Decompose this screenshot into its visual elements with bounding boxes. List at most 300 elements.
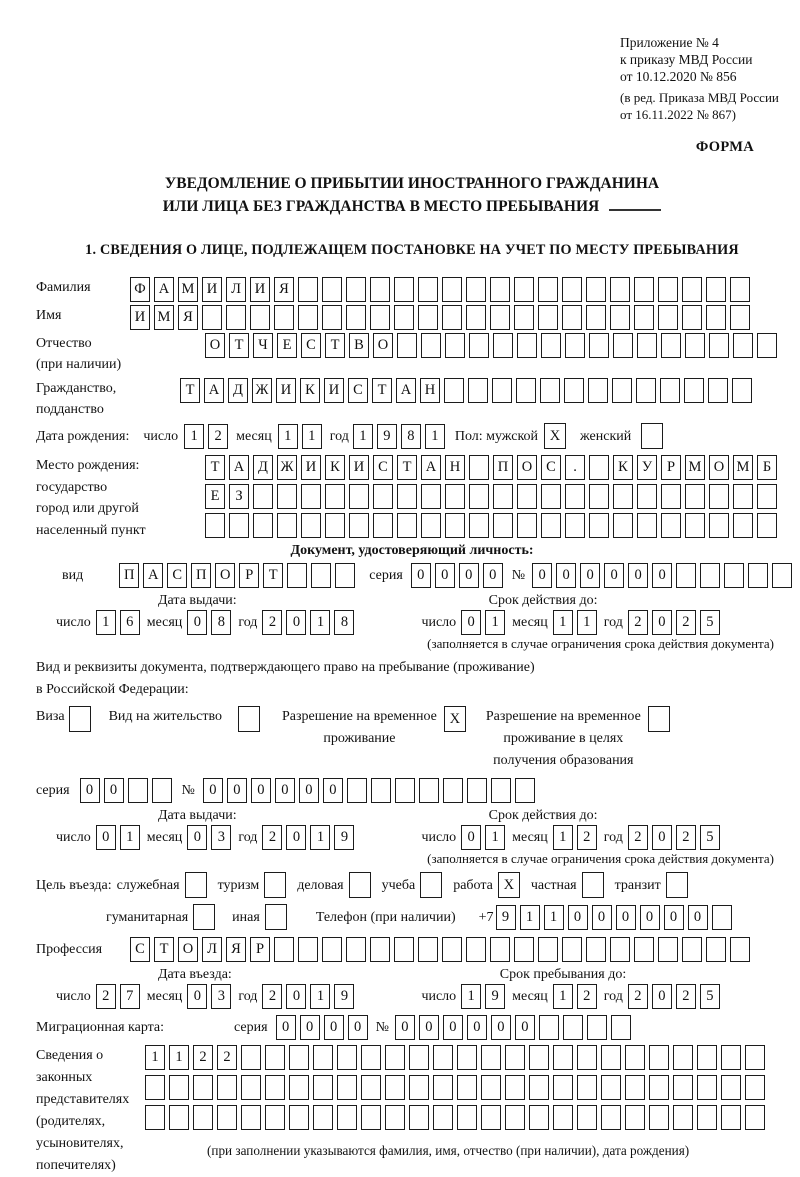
char-box[interactable]: 1: [278, 424, 298, 449]
char-box[interactable]: [733, 484, 753, 509]
char-box[interactable]: [419, 778, 439, 803]
char-box[interactable]: С: [541, 455, 561, 480]
char-box[interactable]: [577, 1075, 597, 1100]
char-box[interactable]: 0: [251, 778, 271, 803]
char-box[interactable]: [577, 1105, 597, 1130]
char-box[interactable]: [250, 305, 270, 330]
char-box[interactable]: [169, 1105, 189, 1130]
char-box[interactable]: Р: [250, 937, 270, 962]
char-box[interactable]: [684, 378, 704, 403]
char-box[interactable]: [612, 378, 632, 403]
char-box[interactable]: [565, 333, 585, 358]
char-box[interactable]: [516, 378, 536, 403]
char-box[interactable]: [685, 333, 705, 358]
char-box[interactable]: [394, 277, 414, 302]
char-box[interactable]: [493, 484, 513, 509]
char-box[interactable]: [709, 333, 729, 358]
char-box[interactable]: [418, 937, 438, 962]
char-box[interactable]: [265, 1105, 285, 1130]
char-box[interactable]: [481, 1105, 501, 1130]
char-box[interactable]: [490, 937, 510, 962]
char-box[interactable]: 0: [187, 610, 207, 635]
char-box[interactable]: О: [178, 937, 198, 962]
char-box[interactable]: [562, 277, 582, 302]
char-box[interactable]: [202, 305, 222, 330]
char-box[interactable]: [349, 872, 371, 898]
char-box[interactable]: 0: [628, 563, 648, 588]
char-box[interactable]: 2: [676, 825, 696, 850]
char-box[interactable]: [724, 563, 744, 588]
char-box[interactable]: [289, 1045, 309, 1070]
char-box[interactable]: 0: [227, 778, 247, 803]
char-box[interactable]: И: [324, 378, 344, 403]
char-box[interactable]: [601, 1045, 621, 1070]
char-box[interactable]: 1: [553, 825, 573, 850]
char-box[interactable]: [298, 305, 318, 330]
char-box[interactable]: [491, 778, 511, 803]
char-box[interactable]: [373, 484, 393, 509]
char-box[interactable]: С: [348, 378, 368, 403]
char-box[interactable]: .: [565, 455, 585, 480]
char-box[interactable]: [562, 937, 582, 962]
char-box[interactable]: X: [498, 872, 520, 898]
char-box[interactable]: Ч: [253, 333, 273, 358]
char-box[interactable]: [636, 378, 656, 403]
char-box[interactable]: 1: [544, 905, 564, 930]
char-box[interactable]: М: [685, 455, 705, 480]
char-box[interactable]: X: [444, 706, 466, 732]
char-box[interactable]: 1: [353, 424, 373, 449]
char-box[interactable]: [730, 937, 750, 962]
char-box[interactable]: [514, 305, 534, 330]
char-box[interactable]: [706, 937, 726, 962]
char-box[interactable]: [337, 1045, 357, 1070]
char-box[interactable]: [514, 277, 534, 302]
char-box[interactable]: 0: [299, 778, 319, 803]
char-box[interactable]: [492, 378, 512, 403]
char-box[interactable]: [564, 378, 584, 403]
char-box[interactable]: Ф: [130, 277, 150, 302]
char-box[interactable]: [613, 333, 633, 358]
char-box[interactable]: [298, 937, 318, 962]
char-box[interactable]: 1: [310, 610, 330, 635]
char-box[interactable]: [265, 1045, 285, 1070]
char-box[interactable]: [185, 872, 207, 898]
char-box[interactable]: 1: [461, 984, 481, 1009]
char-box[interactable]: 0: [461, 825, 481, 850]
char-box[interactable]: [745, 1045, 765, 1070]
char-box[interactable]: [322, 277, 342, 302]
char-box[interactable]: Н: [420, 378, 440, 403]
char-box[interactable]: [634, 305, 654, 330]
char-box[interactable]: [469, 333, 489, 358]
char-box[interactable]: 0: [652, 984, 672, 1009]
char-box[interactable]: [658, 277, 678, 302]
char-box[interactable]: [697, 1045, 717, 1070]
char-box[interactable]: [421, 484, 441, 509]
char-box[interactable]: А: [143, 563, 163, 588]
char-box[interactable]: 0: [411, 563, 431, 588]
char-box[interactable]: 3: [211, 984, 231, 1009]
char-box[interactable]: 5: [700, 610, 720, 635]
char-box[interactable]: [529, 1075, 549, 1100]
char-box[interactable]: [685, 484, 705, 509]
char-box[interactable]: 6: [120, 610, 140, 635]
char-box[interactable]: [539, 1015, 559, 1040]
char-box[interactable]: С: [373, 455, 393, 480]
char-box[interactable]: [445, 484, 465, 509]
char-box[interactable]: Т: [229, 333, 249, 358]
char-box[interactable]: О: [373, 333, 393, 358]
char-box[interactable]: [395, 778, 415, 803]
char-box[interactable]: [649, 1105, 669, 1130]
char-box[interactable]: [565, 513, 585, 538]
char-box[interactable]: [745, 1075, 765, 1100]
char-box[interactable]: [325, 484, 345, 509]
char-box[interactable]: 0: [616, 905, 636, 930]
char-box[interactable]: 0: [104, 778, 124, 803]
char-box[interactable]: [641, 423, 663, 449]
char-box[interactable]: В: [349, 333, 369, 358]
char-box[interactable]: 0: [652, 563, 672, 588]
char-box[interactable]: [505, 1105, 525, 1130]
char-box[interactable]: [335, 563, 355, 588]
char-box[interactable]: И: [250, 277, 270, 302]
char-box[interactable]: [721, 1045, 741, 1070]
char-box[interactable]: [337, 1105, 357, 1130]
char-box[interactable]: [586, 937, 606, 962]
char-box[interactable]: 0: [286, 984, 306, 1009]
char-box[interactable]: 0: [323, 778, 343, 803]
char-box[interactable]: [347, 778, 367, 803]
char-box[interactable]: [226, 305, 246, 330]
char-box[interactable]: 8: [334, 610, 354, 635]
char-box[interactable]: [385, 1105, 405, 1130]
char-box[interactable]: 0: [203, 778, 223, 803]
char-box[interactable]: [757, 484, 777, 509]
char-box[interactable]: [443, 778, 463, 803]
char-box[interactable]: [469, 513, 489, 538]
char-box[interactable]: 1: [169, 1045, 189, 1070]
char-box[interactable]: [682, 277, 702, 302]
char-box[interactable]: Т: [263, 563, 283, 588]
char-box[interactable]: [610, 305, 630, 330]
char-box[interactable]: [253, 484, 273, 509]
char-box[interactable]: 1: [485, 610, 505, 635]
char-box[interactable]: С: [167, 563, 187, 588]
char-box[interactable]: [298, 277, 318, 302]
char-box[interactable]: [265, 904, 287, 930]
char-box[interactable]: [730, 277, 750, 302]
char-box[interactable]: [346, 305, 366, 330]
char-box[interactable]: [469, 455, 489, 480]
char-box[interactable]: А: [204, 378, 224, 403]
char-box[interactable]: М: [733, 455, 753, 480]
char-box[interactable]: [433, 1075, 453, 1100]
char-box[interactable]: Н: [445, 455, 465, 480]
char-box[interactable]: [457, 1075, 477, 1100]
char-box[interactable]: [706, 277, 726, 302]
char-box[interactable]: Р: [239, 563, 259, 588]
char-box[interactable]: 2: [676, 984, 696, 1009]
char-box[interactable]: 2: [577, 825, 597, 850]
char-box[interactable]: 1: [145, 1045, 165, 1070]
char-box[interactable]: [565, 484, 585, 509]
char-box[interactable]: 1: [184, 424, 204, 449]
char-box[interactable]: 2: [628, 825, 648, 850]
char-box[interactable]: И: [301, 455, 321, 480]
char-box[interactable]: 0: [461, 610, 481, 635]
char-box[interactable]: 1: [577, 610, 597, 635]
char-box[interactable]: [346, 277, 366, 302]
char-box[interactable]: И: [202, 277, 222, 302]
char-box[interactable]: 2: [262, 825, 282, 850]
char-box[interactable]: [467, 778, 487, 803]
char-box[interactable]: [370, 937, 390, 962]
char-box[interactable]: 0: [568, 905, 588, 930]
char-box[interactable]: [457, 1105, 477, 1130]
char-box[interactable]: Д: [228, 378, 248, 403]
char-box[interactable]: [661, 484, 681, 509]
char-box[interactable]: Т: [397, 455, 417, 480]
char-box[interactable]: [241, 1105, 261, 1130]
char-box[interactable]: [586, 277, 606, 302]
char-box[interactable]: 0: [515, 1015, 535, 1040]
char-box[interactable]: 7: [120, 984, 140, 1009]
char-box[interactable]: 0: [96, 825, 116, 850]
char-box[interactable]: 0: [443, 1015, 463, 1040]
char-box[interactable]: О: [709, 455, 729, 480]
char-box[interactable]: 1: [310, 984, 330, 1009]
char-box[interactable]: [682, 937, 702, 962]
char-box[interactable]: [685, 513, 705, 538]
char-box[interactable]: [708, 378, 728, 403]
char-box[interactable]: 8: [401, 424, 421, 449]
char-box[interactable]: [346, 937, 366, 962]
char-box[interactable]: [658, 305, 678, 330]
char-box[interactable]: [648, 706, 670, 732]
char-box[interactable]: [371, 778, 391, 803]
char-box[interactable]: [553, 1075, 573, 1100]
char-box[interactable]: [289, 1105, 309, 1130]
char-box[interactable]: [589, 484, 609, 509]
char-box[interactable]: [709, 484, 729, 509]
char-box[interactable]: Т: [180, 378, 200, 403]
char-box[interactable]: [397, 333, 417, 358]
char-box[interactable]: [625, 1075, 645, 1100]
char-box[interactable]: [540, 378, 560, 403]
char-box[interactable]: [145, 1075, 165, 1100]
char-box[interactable]: [433, 1045, 453, 1070]
char-box[interactable]: 0: [580, 563, 600, 588]
char-box[interactable]: [515, 778, 535, 803]
char-box[interactable]: [370, 277, 390, 302]
char-box[interactable]: 0: [187, 825, 207, 850]
char-box[interactable]: 1: [96, 610, 116, 635]
char-box[interactable]: [193, 1075, 213, 1100]
char-box[interactable]: О: [205, 333, 225, 358]
char-box[interactable]: [397, 484, 417, 509]
char-box[interactable]: 0: [604, 563, 624, 588]
char-box[interactable]: 0: [435, 563, 455, 588]
char-box[interactable]: [538, 277, 558, 302]
char-box[interactable]: [385, 1075, 405, 1100]
char-box[interactable]: [637, 513, 657, 538]
char-box[interactable]: [313, 1075, 333, 1100]
char-box[interactable]: [649, 1075, 669, 1100]
char-box[interactable]: [311, 563, 331, 588]
char-box[interactable]: [193, 904, 215, 930]
char-box[interactable]: Р: [661, 455, 681, 480]
char-box[interactable]: [277, 513, 297, 538]
char-box[interactable]: [541, 513, 561, 538]
char-box[interactable]: [733, 513, 753, 538]
char-box[interactable]: [673, 1105, 693, 1130]
char-box[interactable]: 0: [286, 825, 306, 850]
char-box[interactable]: [421, 513, 441, 538]
char-box[interactable]: [712, 905, 732, 930]
char-box[interactable]: 9: [334, 825, 354, 850]
char-box[interactable]: Я: [226, 937, 246, 962]
char-box[interactable]: 0: [652, 610, 672, 635]
char-box[interactable]: Л: [226, 277, 246, 302]
char-box[interactable]: [397, 513, 417, 538]
char-box[interactable]: [637, 484, 657, 509]
char-box[interactable]: [152, 778, 172, 803]
char-box[interactable]: 1: [120, 825, 140, 850]
char-box[interactable]: [517, 513, 537, 538]
char-box[interactable]: [493, 513, 513, 538]
char-box[interactable]: Я: [274, 277, 294, 302]
char-box[interactable]: Т: [205, 455, 225, 480]
char-box[interactable]: [217, 1075, 237, 1100]
char-box[interactable]: [313, 1045, 333, 1070]
char-box[interactable]: [469, 484, 489, 509]
char-box[interactable]: [529, 1105, 549, 1130]
char-box[interactable]: 2: [628, 984, 648, 1009]
char-box[interactable]: [601, 1105, 621, 1130]
char-box[interactable]: 0: [276, 1015, 296, 1040]
char-box[interactable]: [385, 1045, 405, 1070]
char-box[interactable]: [634, 277, 654, 302]
char-box[interactable]: [490, 277, 510, 302]
char-box[interactable]: [682, 305, 702, 330]
char-box[interactable]: [589, 455, 609, 480]
char-box[interactable]: [264, 872, 286, 898]
char-box[interactable]: [625, 1105, 645, 1130]
char-box[interactable]: [418, 305, 438, 330]
char-box[interactable]: Е: [277, 333, 297, 358]
char-box[interactable]: 0: [640, 905, 660, 930]
char-box[interactable]: [587, 1015, 607, 1040]
char-box[interactable]: [538, 305, 558, 330]
char-box[interactable]: Д: [253, 455, 273, 480]
char-box[interactable]: [442, 305, 462, 330]
char-box[interactable]: [582, 872, 604, 898]
char-box[interactable]: 3: [211, 825, 231, 850]
char-box[interactable]: 9: [485, 984, 505, 1009]
char-box[interactable]: [611, 1015, 631, 1040]
char-box[interactable]: [337, 1075, 357, 1100]
char-box[interactable]: [589, 333, 609, 358]
char-box[interactable]: [301, 484, 321, 509]
char-box[interactable]: [481, 1045, 501, 1070]
char-box[interactable]: Ж: [277, 455, 297, 480]
char-box[interactable]: [277, 484, 297, 509]
char-box[interactable]: 9: [334, 984, 354, 1009]
char-box[interactable]: [505, 1045, 525, 1070]
char-box[interactable]: Ж: [252, 378, 272, 403]
char-box[interactable]: [553, 1045, 573, 1070]
char-box[interactable]: [420, 872, 442, 898]
char-box[interactable]: [673, 1075, 693, 1100]
char-box[interactable]: 1: [520, 905, 540, 930]
char-box[interactable]: [169, 1075, 189, 1100]
char-box[interactable]: [289, 1075, 309, 1100]
char-box[interactable]: 2: [262, 610, 282, 635]
char-box[interactable]: Б: [757, 455, 777, 480]
char-box[interactable]: [493, 333, 513, 358]
char-box[interactable]: 1: [310, 825, 330, 850]
char-box[interactable]: [721, 1075, 741, 1100]
char-box[interactable]: 0: [80, 778, 100, 803]
char-box[interactable]: 0: [532, 563, 552, 588]
char-box[interactable]: С: [130, 937, 150, 962]
char-box[interactable]: 1: [302, 424, 322, 449]
char-box[interactable]: 0: [688, 905, 708, 930]
char-box[interactable]: О: [215, 563, 235, 588]
char-box[interactable]: [418, 277, 438, 302]
char-box[interactable]: [772, 563, 792, 588]
char-box[interactable]: [445, 333, 465, 358]
char-box[interactable]: [505, 1075, 525, 1100]
char-box[interactable]: [421, 333, 441, 358]
char-box[interactable]: 0: [286, 610, 306, 635]
char-box[interactable]: [613, 513, 633, 538]
char-box[interactable]: [193, 1105, 213, 1130]
char-box[interactable]: [529, 1045, 549, 1070]
char-box[interactable]: К: [613, 455, 633, 480]
char-box[interactable]: 1: [553, 984, 573, 1009]
char-box[interactable]: 5: [700, 984, 720, 1009]
char-box[interactable]: [373, 513, 393, 538]
char-box[interactable]: 2: [262, 984, 282, 1009]
char-box[interactable]: П: [119, 563, 139, 588]
char-box[interactable]: [466, 937, 486, 962]
char-box[interactable]: [322, 937, 342, 962]
char-box[interactable]: [517, 333, 537, 358]
char-box[interactable]: 2: [96, 984, 116, 1009]
char-box[interactable]: [700, 563, 720, 588]
char-box[interactable]: К: [325, 455, 345, 480]
char-box[interactable]: [361, 1105, 381, 1130]
char-box[interactable]: [748, 563, 768, 588]
char-box[interactable]: А: [421, 455, 441, 480]
char-box[interactable]: [588, 378, 608, 403]
char-box[interactable]: [649, 1045, 669, 1070]
char-box[interactable]: [466, 305, 486, 330]
char-box[interactable]: 0: [467, 1015, 487, 1040]
char-box[interactable]: [241, 1045, 261, 1070]
char-box[interactable]: 0: [324, 1015, 344, 1040]
char-box[interactable]: 9: [377, 424, 397, 449]
char-box[interactable]: [661, 513, 681, 538]
char-box[interactable]: С: [301, 333, 321, 358]
char-box[interactable]: [709, 513, 729, 538]
char-box[interactable]: 0: [419, 1015, 439, 1040]
char-box[interactable]: [577, 1045, 597, 1070]
char-box[interactable]: [589, 513, 609, 538]
